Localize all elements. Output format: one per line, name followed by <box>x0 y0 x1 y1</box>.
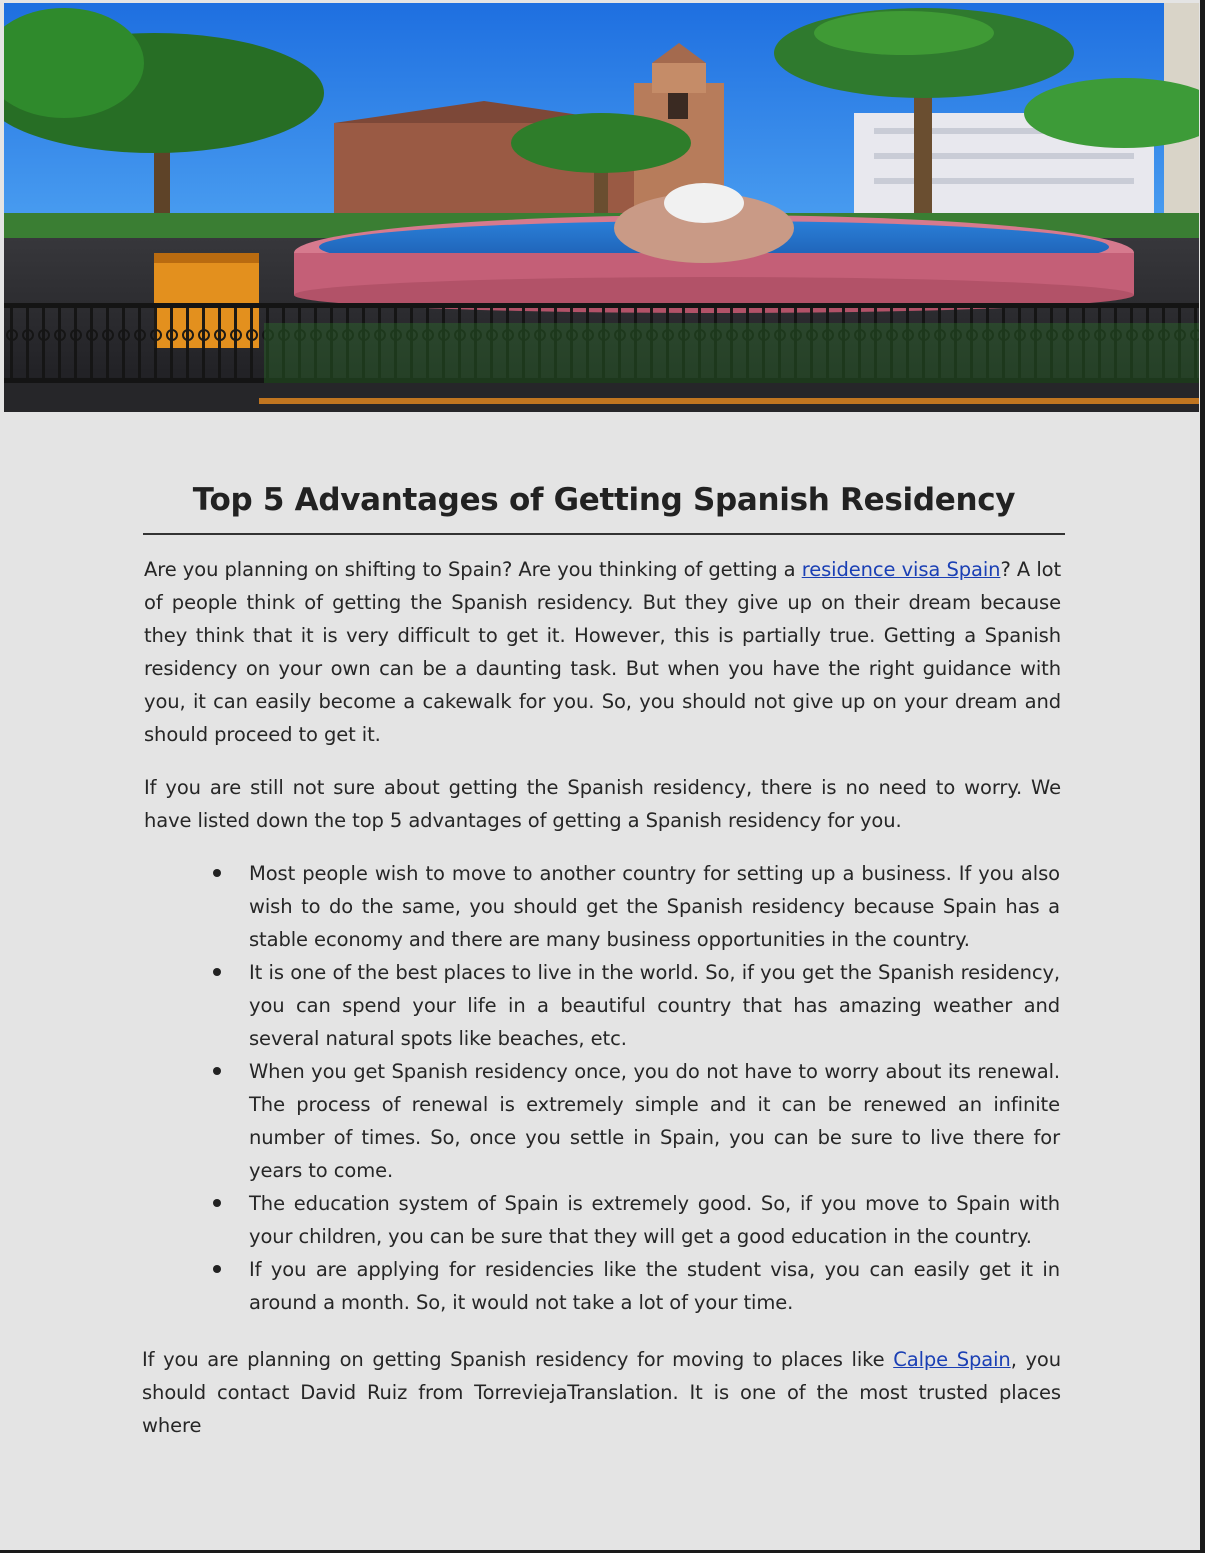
hero-photo-plaza-fountain <box>4 3 1199 412</box>
bullet-icon <box>213 869 221 877</box>
advantages-list <box>249 857 1060 1319</box>
bullet-icon <box>213 1199 221 1207</box>
bullet-icon <box>213 968 221 976</box>
list-item <box>249 1253 1060 1319</box>
second-paragraph: If you are still not sure about getting the Spanish residency, there is no need to worry. We have listed down the top 5 advantages of getting a Spanish residency for you. <box>144 776 1061 832</box>
list-item <box>249 1187 1060 1253</box>
article-title: Top 5 Advantages of Getting Spanish Residency <box>192 482 1016 518</box>
list-item <box>249 956 1060 1055</box>
residence-visa-spain-link[interactable]: residence visa Spain <box>801 558 1001 581</box>
list-item <box>249 1055 1060 1187</box>
intro-paragraph <box>144 553 1061 751</box>
closing-text-before-link: If you are planning on getting Spanish residency for moving to places like <box>142 1348 894 1371</box>
bullet-icon <box>213 1067 221 1075</box>
bullet-icon <box>213 1265 221 1273</box>
calpe-spain-link[interactable]: Calpe Spain <box>893 1348 1011 1371</box>
list-item-text: The education system of Spain is extremely good. So, if you move to Spain with your children, you can be sure that they will get a good education in the country. <box>249 1192 1060 1248</box>
intro-text-before-link: Are you planning on shifting to Spain? Are you thinking of getting a <box>144 558 802 581</box>
list-item <box>249 857 1060 956</box>
list-item-text: Most people wish to move to another country for setting up a business. If you also wish to do the same, you should get the Spanish residency because Spain has a stable economy and there are many business opportunities in the country. <box>249 862 1060 951</box>
closing-text-after-link: , you should contact David Ruiz from TorreviejaTranslation. It is one of the most trusted places where <box>142 1348 1061 1437</box>
list-item-text: When you get Spanish residency once, you do not have to worry about its renewal. The process of renewal is extremely simple and it can be renewed an infinite number of times. So, once you settle in Spain, you can be sure to live there for years to come. <box>249 1060 1060 1182</box>
closing-paragraph <box>142 1343 1061 1442</box>
list-item-text: It is one of the best places to live in the world. So, if you get the Spanish residency, you can spend your life in a beautiful country that has amazing weather and several natural spots like beaches, etc. <box>249 961 1060 1050</box>
list-item-text: If you are applying for residencies like the student visa, you can easily get it in around a month. So, it would not take a lot of your time. <box>249 1258 1060 1314</box>
intro-text-after-link: ? A lot of people think of getting the Spanish residency. But they give up on their dream because they think that it is very difficult to get it. However, this is partially true. Getting a Spanish residency on your own can be a daunting task. But when you have the right guidance with you, it can easily become a cakewalk for you. So, you should not give up on your dream and should proceed to get it. <box>144 558 1062 746</box>
title-divider <box>143 533 1065 535</box>
